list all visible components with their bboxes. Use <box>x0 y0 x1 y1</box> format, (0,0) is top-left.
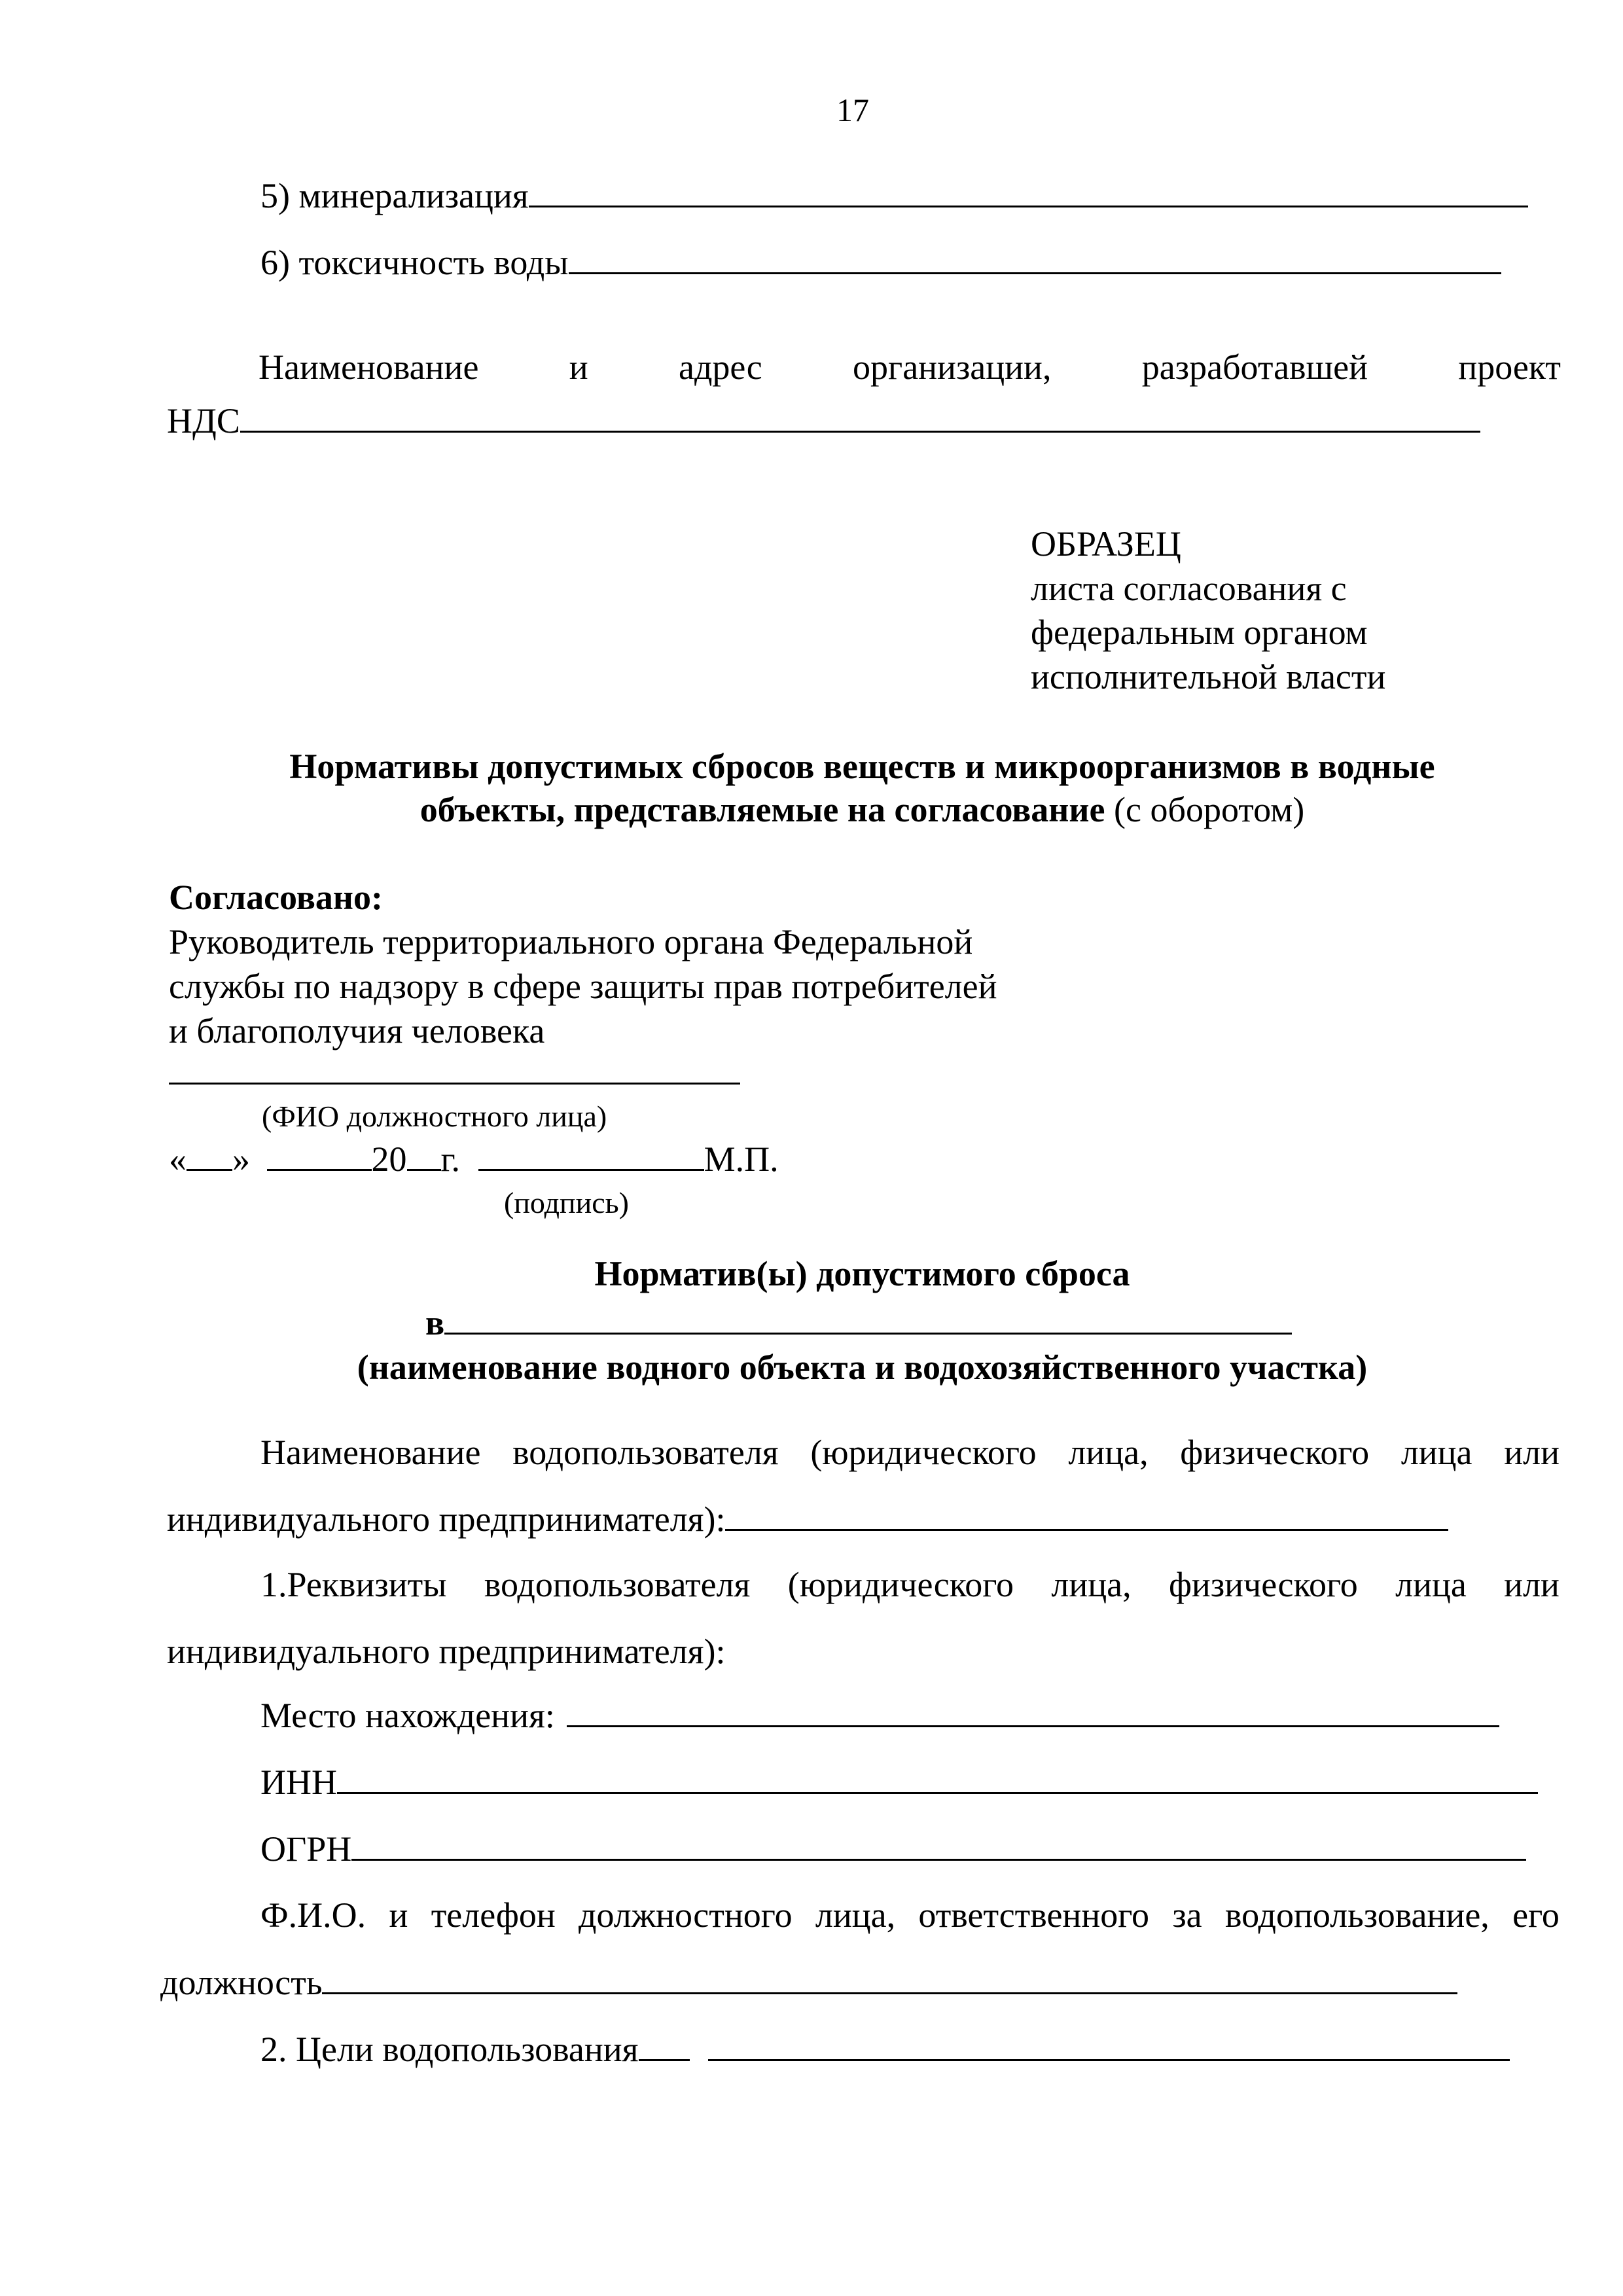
fio-caption: (ФИО должностного лица) <box>262 1100 607 1133</box>
org-name-line <box>259 347 1561 387</box>
sample-line-3: исполнительной власти <box>1031 657 1386 696</box>
nds-row <box>167 401 1480 441</box>
inn-field[interactable] <box>337 1762 1538 1794</box>
location-row <box>260 1695 1499 1736</box>
year-suffix: г. <box>440 1139 461 1179</box>
nds-field[interactable] <box>240 401 1480 433</box>
approval-line-2: службы по надзору в сфере защиты прав потребителей <box>169 967 997 1006</box>
year-field[interactable] <box>407 1139 441 1171</box>
req-word: (юридического <box>787 1565 1014 1604</box>
heading-line-2-normal: (с оборотом) <box>1105 790 1305 829</box>
org-word: и <box>569 348 588 387</box>
resp-word: за <box>1172 1895 1202 1935</box>
heading-line-2-bold: объекты, представляемые на согласование <box>419 790 1105 829</box>
org-word: организации, <box>853 348 1052 387</box>
sample-title: ОБРАЗЕЦ <box>1031 524 1181 564</box>
signature-field[interactable] <box>478 1139 704 1171</box>
toxicity-row <box>260 242 1501 283</box>
position-row <box>160 1962 1457 2003</box>
req-word: 1.Реквизиты <box>260 1565 447 1604</box>
normative-title: Норматив(ы) допустимого сброса <box>594 1254 1130 1293</box>
nds-label: НДС <box>167 401 240 440</box>
heading-line-1: Нормативы допустимых сбросов веществ и микроорганизмов в водные <box>289 747 1435 786</box>
user-word: Наименование <box>260 1433 481 1472</box>
user-word: водопользователя <box>512 1433 779 1472</box>
goals-label: 2. Цели водопользования <box>260 2030 639 2069</box>
month-field[interactable] <box>267 1139 372 1171</box>
goals-row <box>260 2029 1510 2070</box>
user-name-line-1 <box>260 1432 1560 1473</box>
mineralization-label: 5) минерализация <box>260 176 529 215</box>
user-name-label: индивидуального предпринимателя): <box>167 1499 726 1539</box>
position-label: должность <box>160 1963 323 2002</box>
inn-label: ИНН <box>260 1763 337 1802</box>
normative-subtitle: (наименование водного объекта и водохозяйственного участка) <box>357 1348 1368 1387</box>
user-word: лица <box>1400 1433 1472 1472</box>
resp-word: телефон <box>431 1895 556 1935</box>
in-label: в <box>425 1303 445 1342</box>
resp-word: Ф.И.О. <box>260 1895 366 1935</box>
approval-label: Согласовано: <box>169 878 383 917</box>
approval-line-1: Руководитель территориального органа Федеральной <box>169 922 973 961</box>
mineralization-field[interactable] <box>529 175 1528 207</box>
water-body-field[interactable] <box>444 1302 1292 1335</box>
fio-field[interactable] <box>169 1059 740 1085</box>
heading-line-2 <box>236 789 1489 830</box>
user-name-field[interactable] <box>725 1499 1448 1531</box>
resp-word: ответственного <box>918 1895 1150 1935</box>
req-word: лица, <box>1051 1565 1132 1604</box>
resp-word: должностного <box>579 1895 793 1935</box>
water-body-row <box>425 1302 1292 1343</box>
toxicity-field[interactable] <box>569 242 1501 274</box>
quote-close: » <box>232 1139 250 1179</box>
date-row <box>169 1139 779 1179</box>
responsible-line <box>260 1895 1560 1935</box>
ogrn-label: ОГРН <box>260 1829 352 1869</box>
req-word: водопользователя <box>484 1565 751 1604</box>
mineralization-row <box>260 175 1528 216</box>
org-word: Наименование <box>259 348 479 387</box>
goals-field[interactable] <box>708 2029 1510 2061</box>
ogrn-field[interactable] <box>351 1829 1526 1861</box>
user-word: (юридического <box>810 1433 1037 1472</box>
toxicity-label: 6) токсичность воды <box>260 243 569 282</box>
req-word: физического <box>1168 1565 1358 1604</box>
quote-open: « <box>169 1139 187 1179</box>
user-word: физического <box>1180 1433 1370 1472</box>
requisites-line-2: индивидуального предпринимателя): <box>167 1632 726 1671</box>
stamp-label: М.П. <box>704 1139 779 1179</box>
req-word: или <box>1504 1565 1560 1604</box>
year-prefix: 20 <box>371 1139 407 1179</box>
location-field[interactable] <box>567 1695 1499 1727</box>
ogrn-row <box>260 1829 1526 1869</box>
user-word: лица, <box>1068 1433 1149 1472</box>
user-name-row-2 <box>167 1499 1448 1539</box>
day-field[interactable] <box>187 1139 232 1171</box>
location-label: Место нахождения: <box>260 1696 555 1735</box>
signature-caption: (подпись) <box>504 1186 629 1219</box>
req-word: лица <box>1395 1565 1467 1604</box>
org-word: разработавшей <box>1141 348 1368 387</box>
resp-word: лица, <box>815 1895 896 1935</box>
goals-field-short[interactable] <box>639 2029 690 2061</box>
user-word: или <box>1504 1433 1560 1472</box>
sample-line-1: листа согласования с <box>1031 569 1347 608</box>
position-field[interactable] <box>322 1962 1457 1994</box>
resp-word: и <box>389 1895 408 1935</box>
org-word: адрес <box>678 348 762 387</box>
resp-word: его <box>1512 1895 1560 1935</box>
sample-line-2: федеральным органом <box>1031 613 1368 652</box>
approval-line-3: и благополучия человека <box>169 1011 545 1050</box>
requisites-line-1 <box>260 1564 1560 1605</box>
inn-row <box>260 1762 1538 1803</box>
page-number: 17 <box>836 92 869 128</box>
resp-word: водопользование, <box>1224 1895 1489 1935</box>
org-word: проект <box>1458 348 1561 387</box>
